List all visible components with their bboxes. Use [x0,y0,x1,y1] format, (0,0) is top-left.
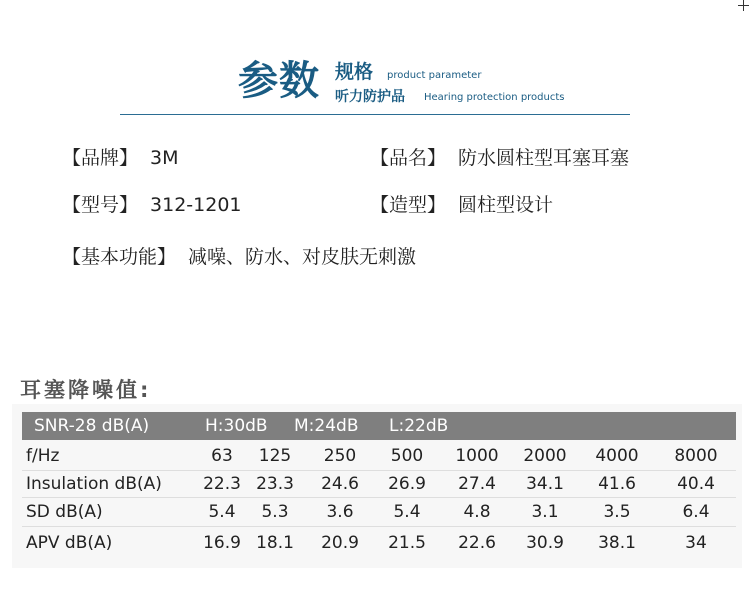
table-cell: 18.1 [256,533,294,553]
table-cell: 23.3 [256,474,294,494]
table-row-label: Insulation dB(A) [26,474,162,494]
table-cell: 63 [211,446,233,466]
table-cell: 8000 [674,446,718,466]
table-cell: 125 [258,446,292,466]
spec-shape-value: 圆柱型设计 [458,194,554,216]
table-cell: 21.5 [388,533,426,553]
spec-shape-label: 【造型】 [370,194,447,216]
row-divider [22,526,736,527]
table-cell: 22.6 [458,533,496,553]
spec-model-label: 【型号】 [62,194,139,216]
table-cell: 34 [685,533,707,553]
table-cell: 3.1 [531,502,559,522]
title-subtitle-spec: 规格 [335,61,374,83]
table-cell: 5.4 [208,502,236,522]
title-subtitle-category: 听力防护品 [335,89,405,105]
title-divider [120,114,630,115]
table-cell: 16.9 [203,533,241,553]
row-divider [22,497,736,498]
table-cell: 4.8 [463,502,491,522]
spec-name-label: 【品名】 [370,147,447,169]
spec-function-value: 减噪、防水、对皮肤无刺激 [188,246,417,268]
table-cell: 38.1 [598,533,636,553]
header-m: M:24dB [294,416,359,436]
spec-name-value: 防水圆柱型耳塞耳塞 [458,147,630,169]
table-cell: 500 [390,446,424,466]
corner-crop-mark [738,0,750,12]
table-row-label: f/Hz [26,446,60,466]
table-cell: 5.4 [393,502,421,522]
spec-model-value: 312-1201 [150,194,242,216]
header-h: H:30dB [205,416,268,436]
table-cell: 34.1 [526,474,564,494]
table-cell: 3.6 [326,502,354,522]
spec-function [62,245,416,269]
spec-brand [62,146,179,170]
title-english-parameter: product parameter [387,70,482,81]
table-cell: 41.6 [598,474,636,494]
spec-shape [370,193,553,217]
table-cell: 30.9 [526,533,564,553]
table-cell: 1000 [455,446,499,466]
spec-brand-label: 【品牌】 [62,147,139,169]
header-snr: SNR-28 dB(A) [34,416,150,436]
table-cell: 22.3 [203,474,241,494]
spec-name [370,146,629,170]
spec-function-label: 【基本功能】 [62,246,177,268]
table-cell: 5.3 [261,502,289,522]
title-english-category: Hearing protection products [424,92,565,103]
header-l: L:22dB [389,416,449,436]
table-cell: 40.4 [677,474,715,494]
table-cell: 6.4 [682,502,710,522]
table-row-label: SD dB(A) [26,502,103,522]
table-cell: 2000 [523,446,567,466]
table-cell: 250 [323,446,357,466]
table-cell: 4000 [595,446,639,466]
table-cell: 20.9 [321,533,359,553]
title-main: 参数 [238,58,320,104]
table-cell: 24.6 [321,474,359,494]
row-divider [22,470,736,471]
table-cell: 26.9 [388,474,426,494]
spec-brand-value: 3M [150,147,179,169]
table-cell: 3.5 [603,502,631,522]
table-row-label: APV dB(A) [26,533,113,553]
noise-section-title: 耳塞降噪值: [20,378,152,402]
table-cell: 27.4 [458,474,496,494]
spec-model [62,193,242,217]
